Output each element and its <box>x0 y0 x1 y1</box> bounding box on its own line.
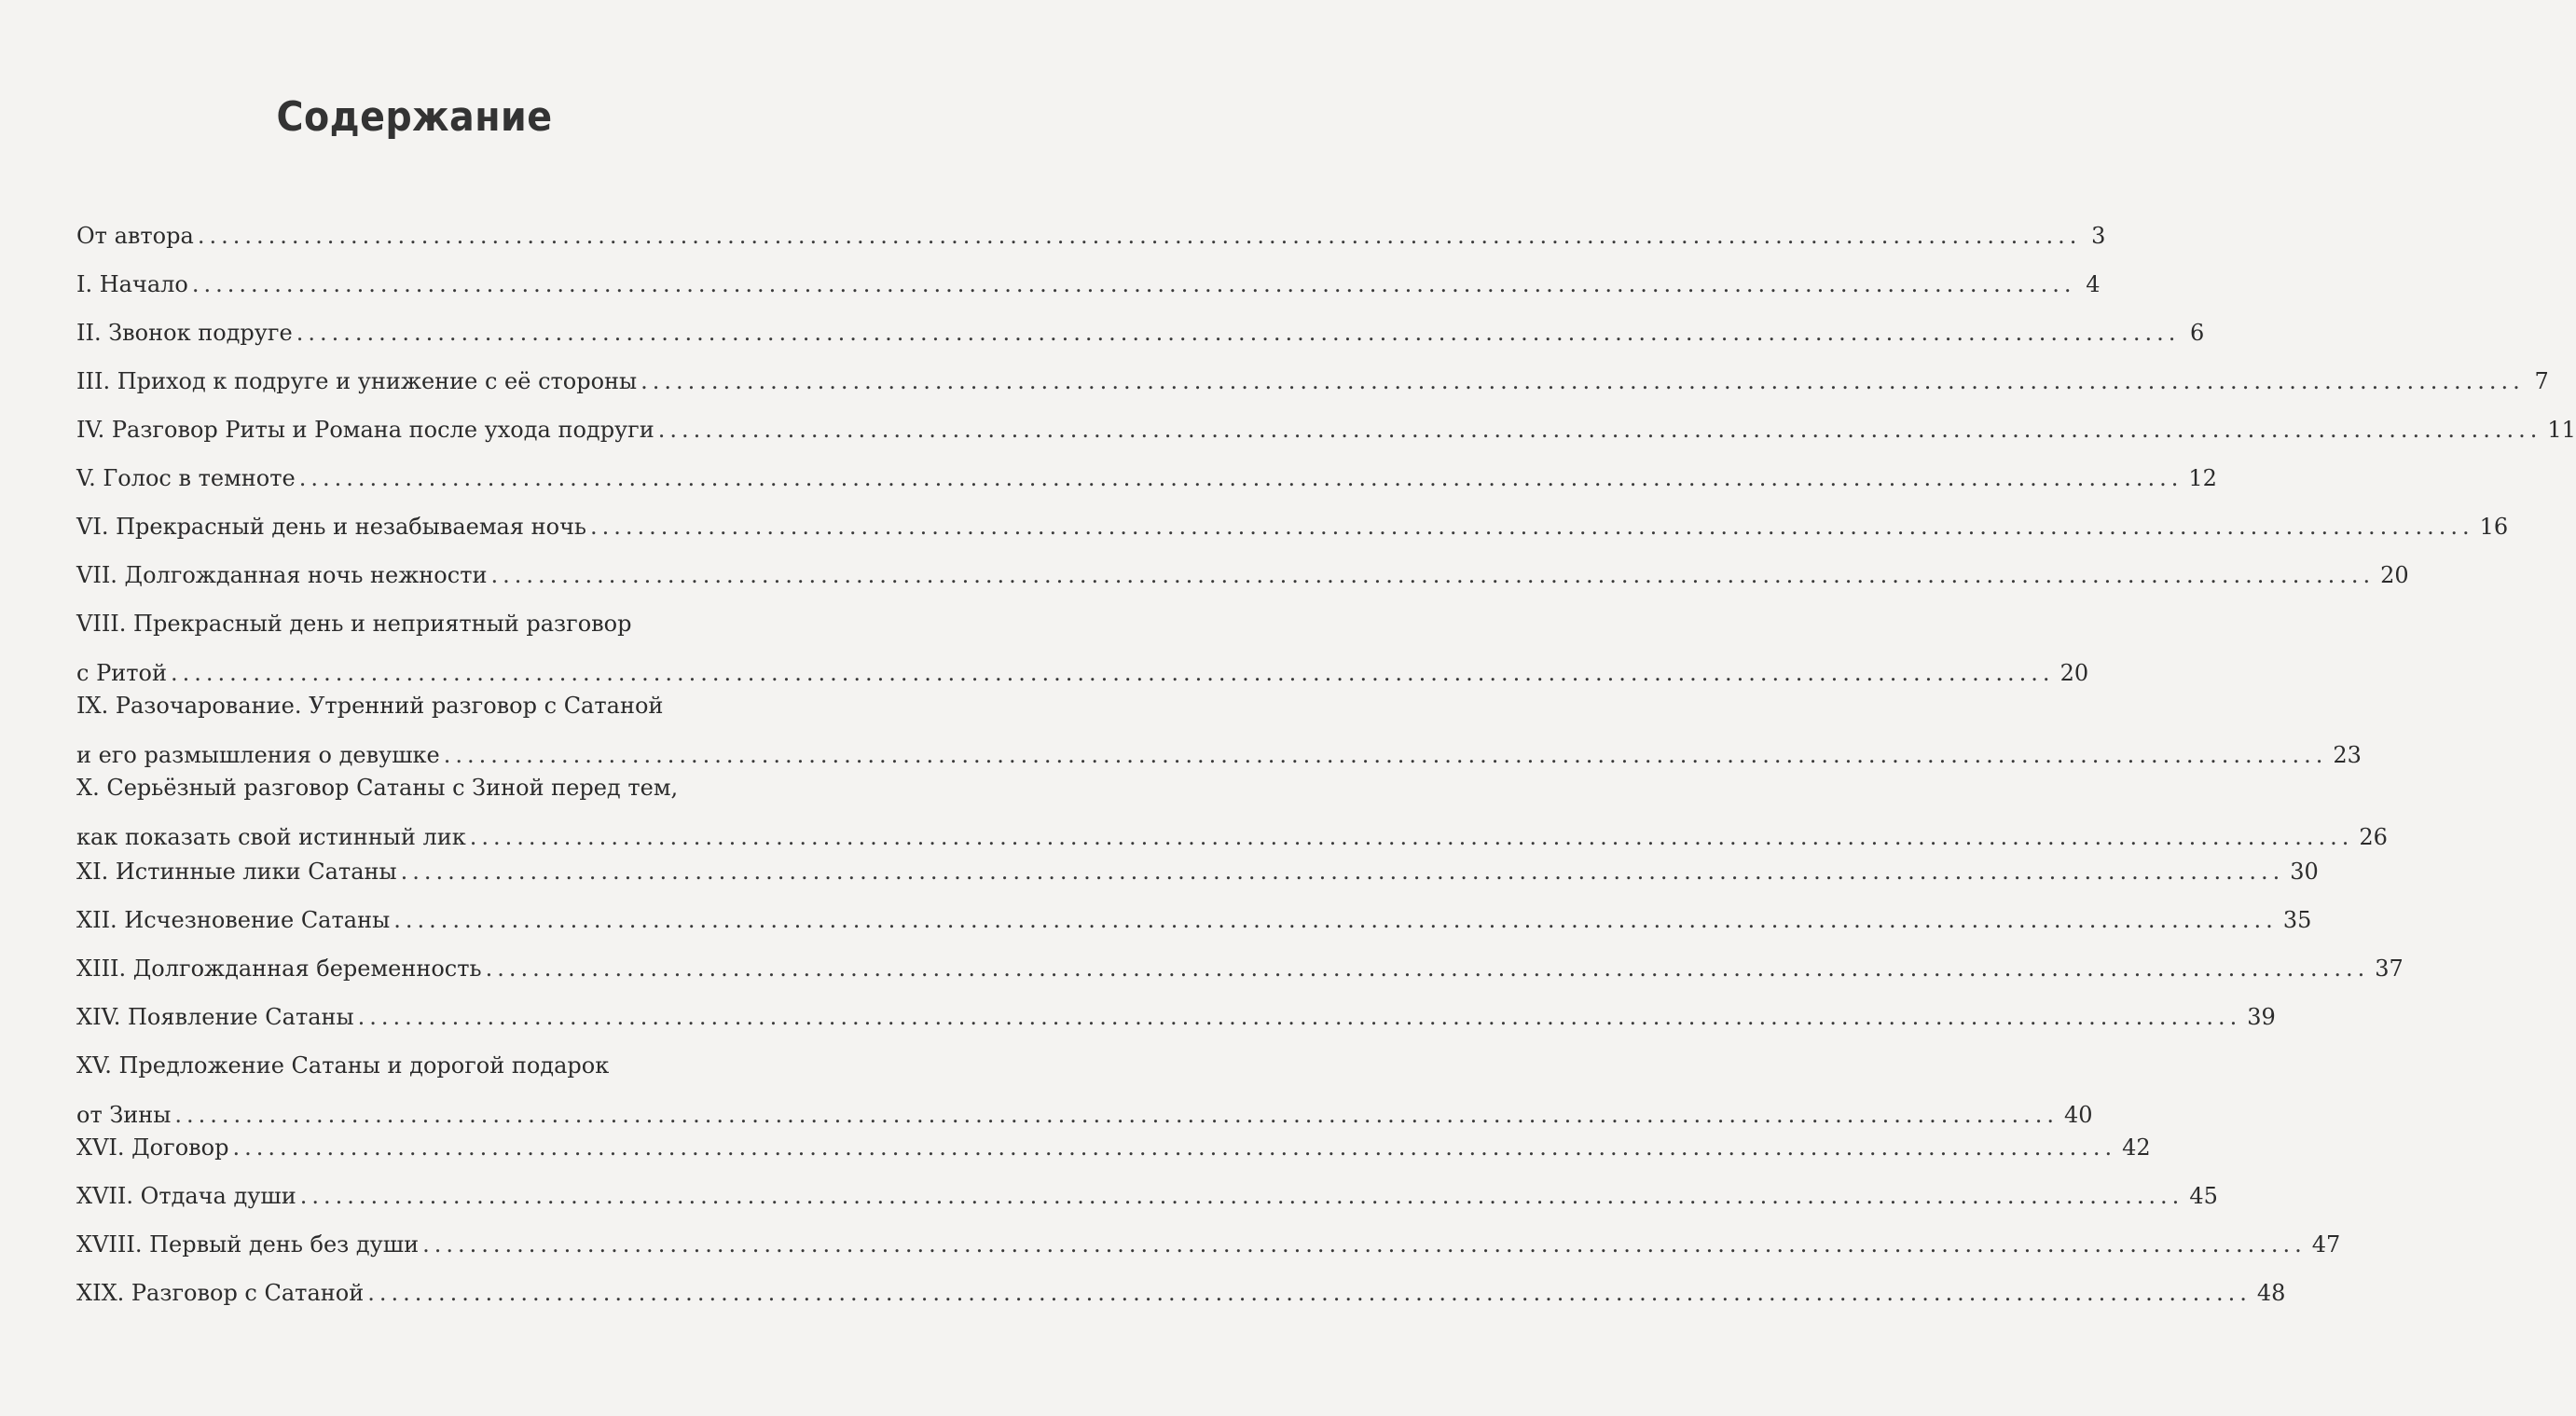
toc-page-number: 4 <box>2086 271 2101 297</box>
toc-entry-row <box>76 1132 2151 1164</box>
dot-leader: ................................................................................................................................................................ <box>490 562 2376 588</box>
toc-entry-row <box>76 1180 2218 1213</box>
toc-page-number: 3 <box>2091 223 2106 249</box>
toc-entry-row <box>76 739 2362 772</box>
toc-entry-row <box>76 1277 2286 1310</box>
dot-leader: ................................................................................................................................................................ <box>232 1134 2117 1161</box>
toc-page-number: 39 <box>2247 1004 2276 1030</box>
dot-leader: ................................................................................................................................................................ <box>299 1183 2184 1209</box>
toc-entry-title: XII. Исчезновение Сатаны <box>76 907 391 933</box>
toc-entry-row <box>76 365 2549 398</box>
toc-entry-title: XIV. Появление Сатаны <box>76 1004 354 1030</box>
toc-entry[interactable] <box>76 904 2312 937</box>
toc-entry[interactable] <box>76 462 2217 495</box>
toc-entry-title-line: XV. Предложение Сатаны и дорогой подарок <box>76 1052 610 1079</box>
toc-entry[interactable] <box>76 1132 2151 1164</box>
toc-entry[interactable] <box>76 1277 2286 1310</box>
toc-entry-row <box>76 657 2089 690</box>
dot-leader: ................................................................................................................................................................ <box>296 320 2181 346</box>
dot-leader: ................................................................................................................................................................ <box>174 1102 2059 1128</box>
dot-leader: ................................................................................................................................................................ <box>400 859 2285 885</box>
dot-leader: ................................................................................................................................................................ <box>298 465 2183 491</box>
toc-entry-title: I. Начало <box>76 271 188 297</box>
dot-leader: ................................................................................................................................................................ <box>641 368 2525 394</box>
toc-entry[interactable] <box>76 220 2106 253</box>
toc-entry-row <box>76 1099 2093 1132</box>
toc-page-number: 16 <box>2479 514 2509 540</box>
toc-entry-title: XVII. Отдача души <box>76 1183 296 1209</box>
toc-entry-title: II. Звонок подруге <box>76 320 293 346</box>
toc-page-number: 23 <box>2333 742 2362 768</box>
dot-leader: ................................................................................................................................................................ <box>422 1231 2307 1258</box>
toc-page-number: 42 <box>2122 1134 2151 1161</box>
toc-page-number: 37 <box>2375 955 2404 982</box>
toc-entry[interactable] <box>76 772 2388 854</box>
toc-entry[interactable] <box>76 690 2362 772</box>
toc-entry[interactable] <box>76 365 2549 398</box>
dot-leader: ................................................................................................................................................................ <box>657 417 2542 443</box>
toc-entry[interactable] <box>76 1001 2276 1034</box>
toc-page-number: 26 <box>2359 824 2388 850</box>
toc-entry[interactable] <box>76 1229 2341 1261</box>
toc-entry-row <box>76 268 2101 301</box>
toc-entry[interactable] <box>76 1180 2218 1213</box>
toc-entry-title: с Ритой <box>76 660 167 686</box>
toc-entry-row <box>76 953 2404 985</box>
dot-leader: ................................................................................................................................................................ <box>469 824 2354 850</box>
page-title: Содержание <box>276 93 553 141</box>
toc-entry-title: XIX. Разговор с Сатаной <box>76 1280 365 1306</box>
dot-leader: ................................................................................................................................................................ <box>590 514 2474 540</box>
dot-leader: ................................................................................................................................................................ <box>191 271 2076 297</box>
toc-entry-row <box>76 462 2217 495</box>
toc-entry-title: от Зины <box>76 1102 172 1128</box>
toc-entry-title: XVIII. Первый день без души <box>76 1231 420 1258</box>
toc-entry[interactable] <box>76 268 2101 301</box>
toc-page-number: 20 <box>2059 660 2089 686</box>
toc-entry-title: V. Голос в темноте <box>76 465 296 491</box>
toc-entry-row <box>76 414 2576 447</box>
dot-leader: ................................................................................................................................................................ <box>197 223 2082 249</box>
dot-leader: ................................................................................................................................................................ <box>367 1280 2252 1306</box>
toc-entry-title-line: IX. Разочарование. Утренний разговор с Сатаной <box>76 693 664 719</box>
toc-page-number: 35 <box>2282 907 2312 933</box>
toc-entry[interactable] <box>76 414 2576 447</box>
toc-entry-title: XVI. Договор <box>76 1134 229 1161</box>
toc-entry-title-line: VIII. Прекрасный день и неприятный разговор <box>76 611 632 637</box>
toc-entry[interactable] <box>76 856 2319 888</box>
toc-entry[interactable] <box>76 317 2205 350</box>
toc-page-number: 47 <box>2311 1231 2341 1258</box>
dot-leader: ................................................................................................................................................................ <box>485 955 2370 982</box>
toc-page-number: 48 <box>2256 1280 2286 1306</box>
toc-entry-title: От автора <box>76 223 194 249</box>
toc-page-number: 12 <box>2188 465 2217 491</box>
toc-page-number: 30 <box>2290 859 2319 885</box>
toc-entry-row <box>76 317 2205 350</box>
toc-entry-title: VI. Прекрасный день и незабываемая ночь <box>76 514 586 540</box>
table-of-contents <box>76 0 2576 1416</box>
toc-page-number: 11 <box>2547 417 2576 443</box>
toc-entry-row <box>76 1001 2276 1034</box>
toc-entry-title: как показать свой истинный лик <box>76 824 466 850</box>
toc-page-number: 20 <box>2380 562 2409 588</box>
dot-leader: ................................................................................................................................................................ <box>170 660 2055 686</box>
toc-page-number: 6 <box>2190 320 2205 346</box>
toc-page-number: 45 <box>2189 1183 2218 1209</box>
toc-entry-row <box>76 220 2106 253</box>
toc-entry[interactable] <box>76 608 2089 690</box>
toc-entry-row <box>76 856 2319 888</box>
toc-entry-row <box>76 1229 2341 1261</box>
toc-entry-row <box>76 511 2509 543</box>
toc-entry[interactable] <box>76 511 2509 543</box>
toc-page-number: 40 <box>2064 1102 2093 1128</box>
toc-entry-title: и его размышления о девушке <box>76 742 440 768</box>
dot-leader: ................................................................................................................................................................ <box>393 907 2278 933</box>
toc-entry-row <box>76 904 2312 937</box>
toc-entry-row <box>76 821 2388 854</box>
toc-entry-title: III. Приход к подруге и унижение с её стороны <box>76 368 638 394</box>
toc-entry[interactable] <box>76 953 2404 985</box>
toc-page-number: 7 <box>2534 368 2549 394</box>
toc-entry-title: XI. Истинные лики Сатаны <box>76 859 397 885</box>
toc-entry-title: XIII. Долгожданная беременность <box>76 955 482 982</box>
toc-entry-title: VII. Долгожданная ночь нежности <box>76 562 488 588</box>
toc-entry[interactable] <box>76 559 2409 592</box>
toc-entry-title-line: X. Серьёзный разговор Сатаны с Зиной перед тем, <box>76 775 679 801</box>
toc-entry[interactable] <box>76 1050 2093 1132</box>
toc-entry-title: IV. Разговор Риты и Романа после ухода подруги <box>76 417 654 443</box>
toc-entry-row <box>76 559 2409 592</box>
dot-leader: ................................................................................................................................................................ <box>443 742 2328 768</box>
dot-leader: ................................................................................................................................................................ <box>357 1004 2242 1030</box>
